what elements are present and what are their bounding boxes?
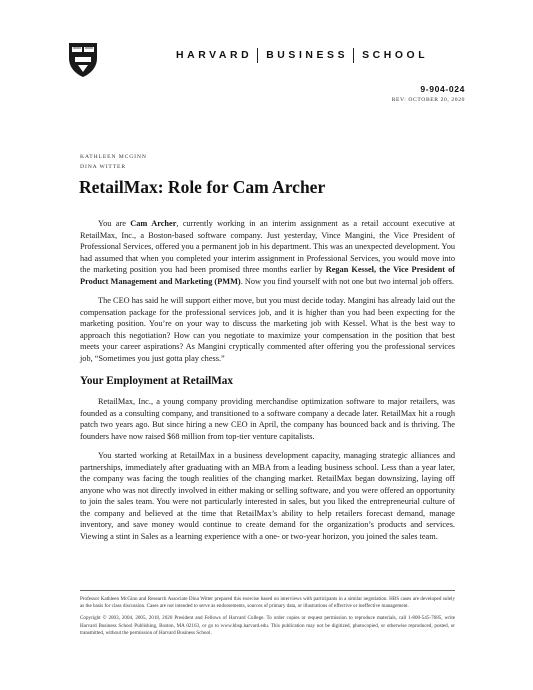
footnote-copyright: Copyright © 2003, 2004, 2005, 2018, 2020 President and Fellows of Harvard College. To order copies or request permission to reproduce materials, call 1-800-545-7685, write Harvard Business School Publishing, Boston, MA 02163, or go to www.hbsp.harvard.edu. This publication may not be digitized, photocopied, or otherwise reproduced, posted, or transmitted, without the permission of Harvard Business School. (80, 615, 455, 636)
paragraph-company: RetailMax, Inc., a young company providing merchandise optimization software to major retailers, was founded as a consulting company, and transitioned to a software company a decade later. RetailMax hit a rough patch two years ago. But since hiring a new CEO in April, the company has bounced back and is thriving. The founders have now raised $68 million from top-tier venture capitalists. (80, 397, 455, 441)
wordmark-divider (257, 48, 258, 63)
case-body (80, 218, 455, 550)
author-list (80, 152, 147, 172)
role-name: Cam Archer (130, 219, 177, 228)
author-name: DINA WITTER (80, 164, 126, 170)
text-run: You are (98, 219, 131, 228)
case-number: 9-904-024 (420, 84, 465, 94)
wordmark-harvard: HARVARD (176, 49, 253, 61)
author-name: KATHLEEN MCGINN (80, 154, 147, 160)
hbs-shield-logo (68, 42, 98, 78)
text-run: , currently working in an interim assignment as a retail account executive at RetailMax, Inc., a Boston-based software company. Just yesterday, Vince Mangini, the Vice President of Professional Services, offered you a permanent job in his department. This was an unexpected development. You had assumed that when you completed your interim assignment in Professional Services, you would move into the marketing position you had been promised three months earlier by (80, 219, 455, 274)
paragraph-ceo: The CEO has said he will support either move, but you must decide today. Mangini has already laid out the compensation package for the professional services job, and it is higher than you had been expecting for the marketing position. You’re on your way to discuss the marketing job with Kessel. What is the best way to approach this negotiation? How can you negotiate to maximize your compensation in the position that best meets your career aspirations? As Mangini cryptically commented after offering you the professional services job, “Sometimes you just gotta play chess.” (80, 296, 455, 363)
text-run: internal job offers. (390, 276, 454, 286)
wordmark-divider (353, 48, 354, 63)
wordmark-school: SCHOOL (362, 49, 429, 61)
section-heading: Your Employment at RetailMax (80, 375, 233, 387)
footnote-authorship: Professor Kathleen McGinn and Research Associate Dina Witter prepared this exercise based on interviews with participants in a similar negotiation. HBS cases are developed solely as the basis for class discussion. Cases are not intended to serve as endorsements, sources of primary data, or illustrations of effective or ineffective management. (80, 596, 455, 610)
text-run: . Now you find yourself with not one but (240, 276, 379, 286)
paragraph-history: You started working at RetailMax in a business development capacity, managing strategic alliances and partnerships, immediately after graduating with an MBA from a leading business school. Less than a year later, the company was facing the tough realities of the changing market. RetailMax began downsizing, laying off anyone who was not directly involved in either making or selling software, and you were offered an opportunity to join the sales team. You were not particularly interested in sales, but you liked the entrepreneurial culture of the company and believed at the time that RetailMax’s ability to help retailers forecast demand, manage inventory, and save money would continue to create demand for the organization’s products and services. Viewing a stint in Sales as a learning experience with a one- or two-year horizon, you joined the sales team. (80, 451, 455, 541)
emphasis-text: two (378, 276, 391, 286)
counterpart-name: Regan Kessel, the Vice President of Product Management and Marketing (PMM) (80, 265, 455, 286)
paragraph-intro (80, 218, 455, 287)
case-title: RetailMax: Role for Cam Archer (79, 177, 326, 197)
wordmark-business: BUSINESS (266, 49, 349, 61)
page-footer (80, 590, 455, 642)
revision-date: REV: OCTOBER 20, 2020 (391, 97, 465, 103)
institution-wordmark (176, 45, 466, 65)
